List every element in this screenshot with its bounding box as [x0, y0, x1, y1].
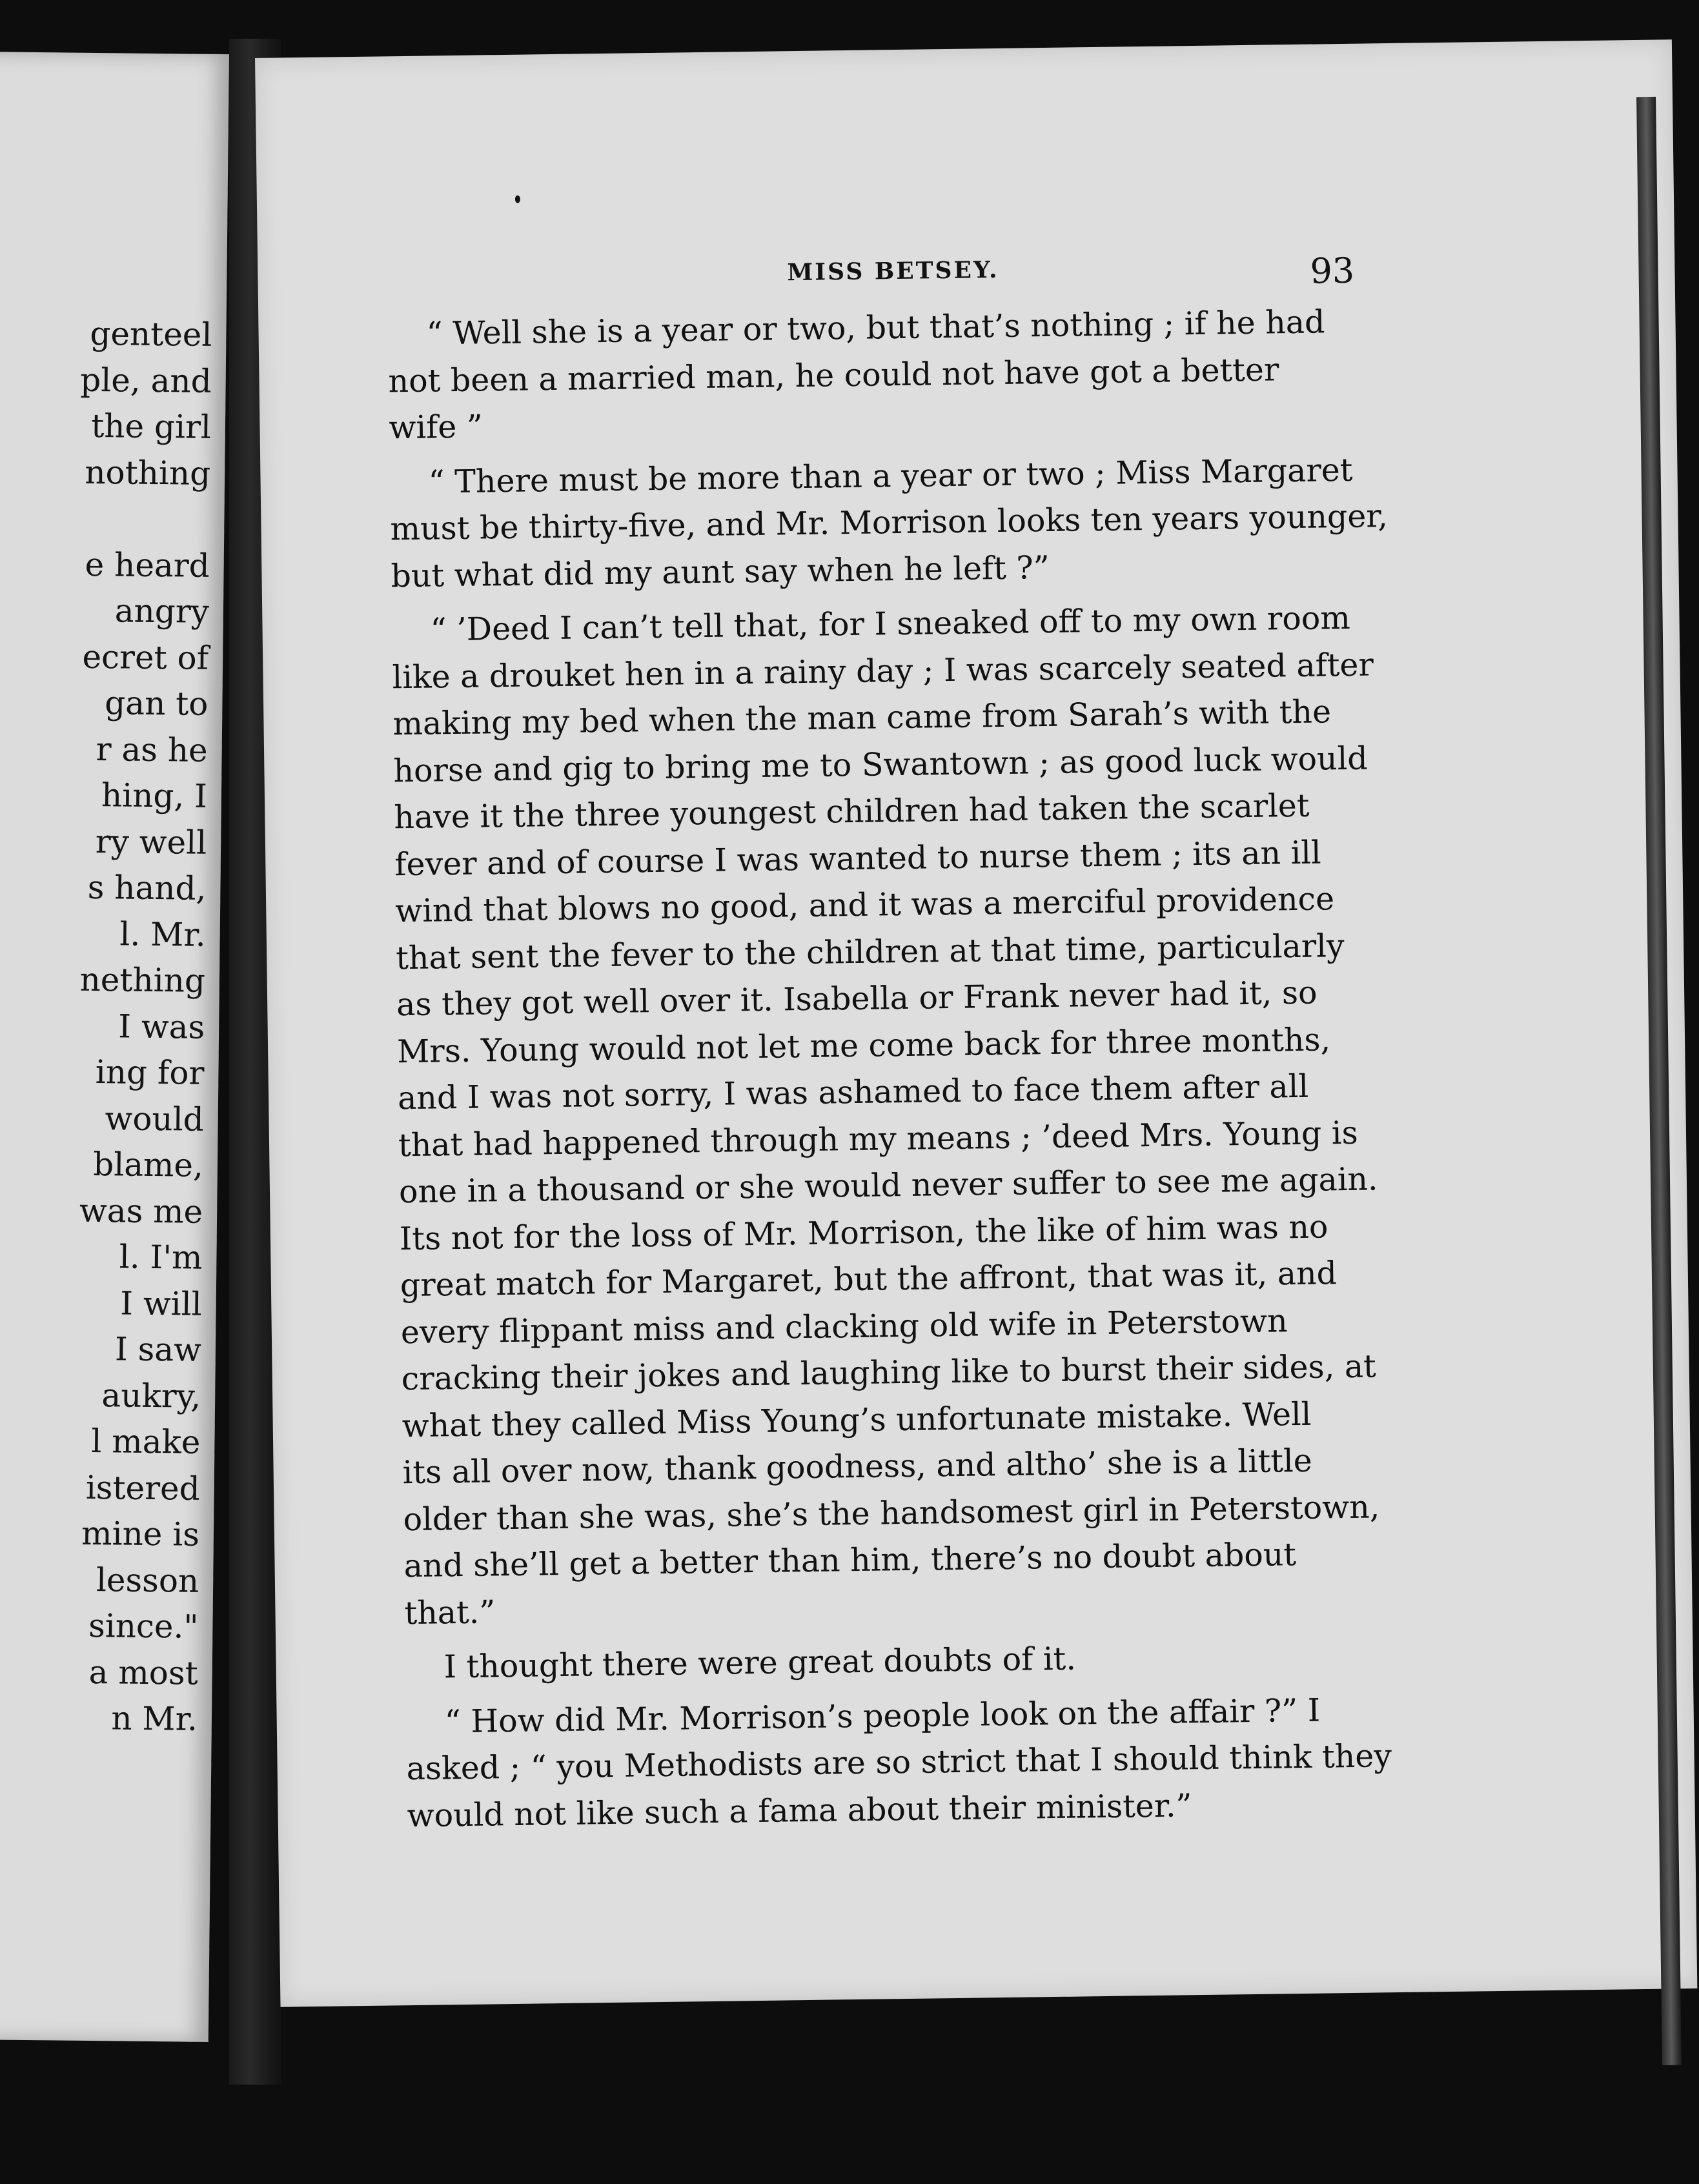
text-line: I thought there were great doubts of it.: [443, 1640, 1077, 1686]
previous-page-fragment: [0, 52, 229, 2042]
paragraph: [405, 1632, 1354, 1692]
text-line: that.”: [404, 1593, 496, 1632]
text-line: asked ; “ you Methodists are so strict that I should think they: [406, 1737, 1392, 1788]
text-line: horse and gig to bring me to Swantown ; as good luck would: [393, 740, 1368, 789]
book-page: [255, 39, 1697, 2007]
previous-page-line: n Mr.: [111, 1699, 198, 1738]
previous-page-text: [0, 310, 212, 1743]
text-line: that had happened through my means ; ’deed Mrs. Young is: [398, 1114, 1358, 1164]
previous-page-line: I was: [117, 1007, 205, 1046]
text-line: and I was not sorry, I was ashamed to face them after all: [397, 1067, 1309, 1117]
text-line: its all over now, thank goodness, and altho’ she is a little: [402, 1442, 1313, 1491]
previous-page-line: a most: [88, 1653, 199, 1692]
text-line: must be thirty-five, and Mr. Morrison looks ten years younger,: [390, 498, 1389, 548]
previous-page-line: r as he: [96, 730, 208, 769]
previous-page-line: was me: [79, 1191, 203, 1231]
ink-speck: [515, 196, 520, 203]
text-line: what they called Miss Young’s unfortunate mistake. Well: [402, 1395, 1312, 1444]
paragraph: [389, 447, 1389, 600]
previous-page-line: I saw: [114, 1330, 202, 1369]
previous-page-line: mine is: [81, 1514, 200, 1553]
text-line: have it the three youngest children had taken the scarlet: [394, 787, 1310, 836]
previous-page-line: nething: [79, 960, 206, 1000]
previous-page-line: l. I'm: [119, 1238, 203, 1277]
previous-page-line: angry: [114, 592, 210, 631]
previous-page-line: gan to: [105, 684, 209, 723]
previous-page-line: aukry,: [101, 1376, 201, 1415]
paragraph: [391, 595, 1380, 1637]
previous-page-line: ing for: [95, 1053, 205, 1092]
text-line: cracking their jokes and laughing like to burst their sides, at: [401, 1348, 1377, 1398]
previous-page-line: ple, and: [79, 361, 212, 400]
previous-page-line: genteel: [90, 314, 212, 354]
previous-page-line: since.": [88, 1606, 199, 1646]
text-line: making my bed when the man came from Sarah’s with the: [392, 693, 1332, 743]
text-line: every flippant miss and clacking old wife in Peterstown: [400, 1302, 1288, 1351]
running-head: MISS BETSEY.: [787, 256, 999, 287]
text-line: “ How did Mr. Morrison’s people look on the affair ?” I: [444, 1692, 1321, 1740]
previous-page-line: istered: [85, 1468, 201, 1508]
paragraph: [387, 299, 1338, 452]
text-line: “ There must be more than a year or two ; Miss Margaret: [428, 451, 1353, 501]
previous-page-line: [0, 494, 210, 543]
page-number: 93: [1310, 250, 1355, 292]
previous-page-line: I will: [119, 1284, 203, 1323]
previous-page-line: e heard: [85, 545, 210, 585]
previous-page-line: ecret of: [82, 638, 209, 677]
previous-page-line: the girl: [90, 407, 212, 446]
text-line: Its not for the loss of Mr. Morrison, the like of him was no: [399, 1208, 1328, 1257]
text-line: but what did my aunt say when he left ?”: [391, 549, 1050, 594]
text-line: not been a married man, he could not have got a better: [388, 350, 1279, 399]
previous-page-line: l. Mr.: [119, 915, 206, 954]
text-line: “ ’Deed I can’t tell that, for I sneaked off to my own room: [430, 599, 1351, 649]
text-line: older than she was, she’s the handsomest girl in Peterstown,: [403, 1488, 1380, 1538]
previous-page-line: l make: [91, 1422, 201, 1461]
text-line: that sent the fever to the children at that time, particularly: [395, 927, 1345, 976]
text-line: great match for Margaret, but the affront, that was it, and: [400, 1255, 1338, 1304]
text-line: fever and of course I was wanted to nurse them ; its an ill: [394, 833, 1322, 883]
text-line: one in a thousand or she would never suffer to see me again.: [398, 1160, 1378, 1211]
previous-page-line: nothing: [85, 453, 211, 492]
text-line: Mrs. Young would not let me come back for three months,: [396, 1020, 1331, 1070]
previous-page-line: ry well: [95, 822, 207, 862]
previous-page-line: would: [105, 1099, 204, 1138]
text-line: wife ”: [389, 408, 483, 447]
previous-page-line: blame,: [92, 1146, 204, 1184]
previous-page-line: s hand,: [87, 868, 207, 907]
previous-page-line: lesson: [96, 1561, 199, 1600]
paragraph: [405, 1686, 1392, 1839]
text-line: like a drouket hen in a rainy day ; I was scarcely seated after: [392, 645, 1374, 696]
text-line: would not like such a fama about their minister.”: [407, 1786, 1192, 1834]
text-line: as they got well over it. Isabella or Frank never had it, so: [396, 974, 1317, 1024]
text-line: and she’ll get a better than him, there’s no doubt about: [403, 1536, 1297, 1585]
previous-page-line: hing, I: [101, 776, 208, 815]
text-line: “ Well she is a year or two, but that’s nothing ; if he had: [426, 303, 1325, 352]
page-body-text: [387, 299, 1392, 1847]
text-line: wind that blows no good, and it was a merciful providence: [394, 880, 1335, 930]
